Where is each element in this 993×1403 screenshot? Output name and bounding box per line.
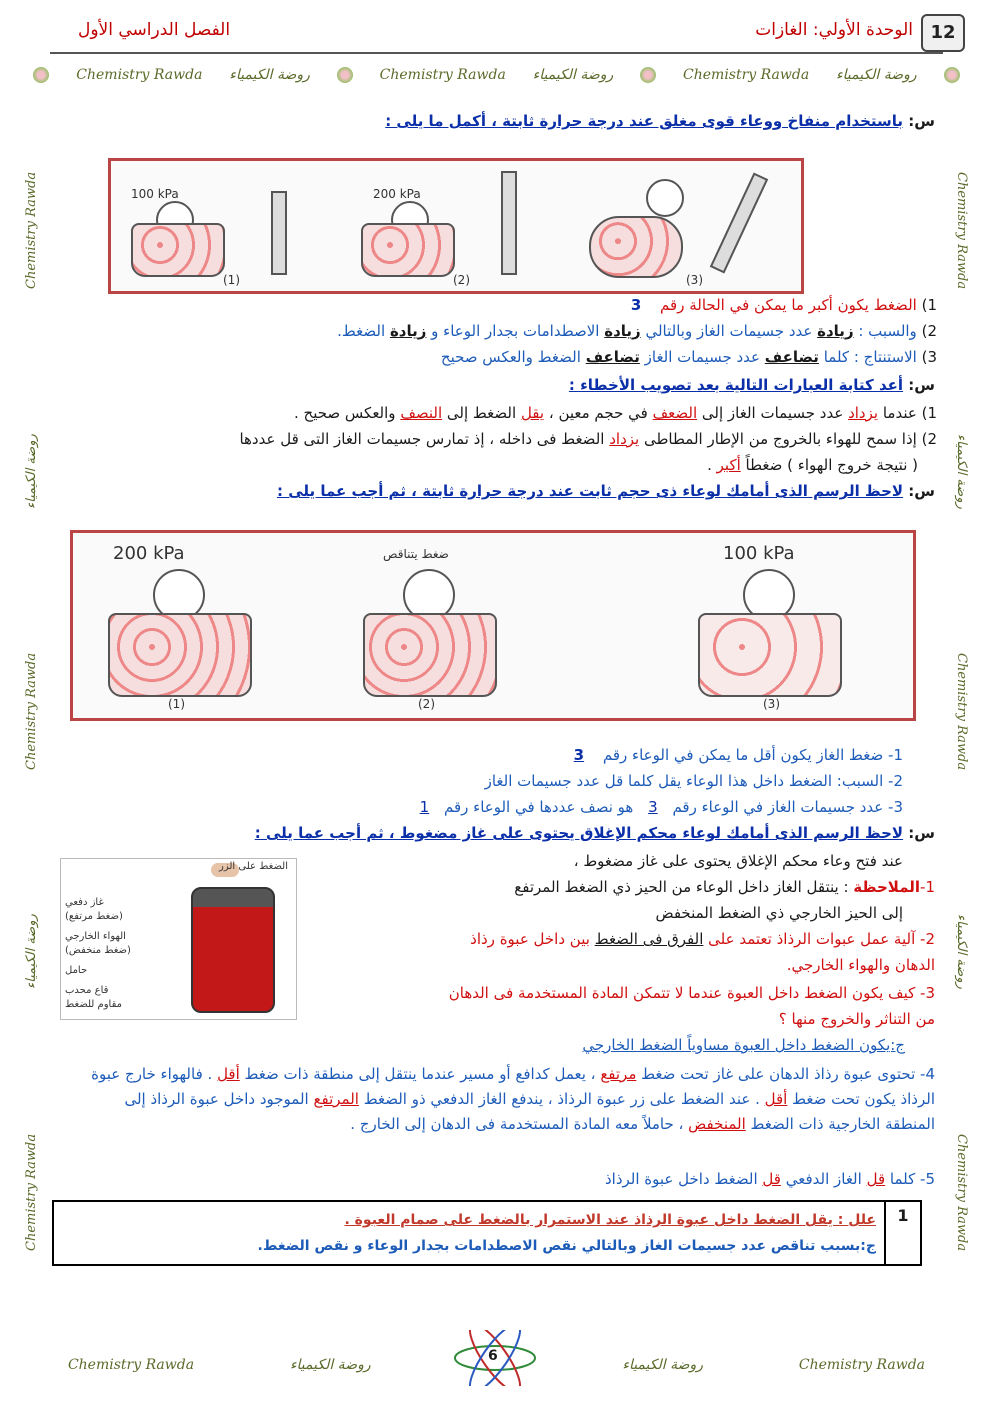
reasoning-number: 1: [885, 1201, 921, 1265]
q1-item-2: [337, 322, 937, 340]
item-text: كيف يكون الضغط داخل العبوة عندما لا تتمكن المادة المستخدمة فى الدهان: [448, 984, 916, 1002]
label-outside-air: الهواء الخارجي: [65, 931, 126, 942]
q1-item-1: [631, 296, 937, 314]
item-text: تحتوى عبوة رذاذ الدهان على غاز تحت ضغط: [641, 1065, 916, 1083]
frame-brand-en: Chemistry Rawda: [76, 67, 203, 83]
item-label: الملاحظة: [853, 878, 921, 896]
gauge-icon: [646, 179, 684, 217]
item-answer: زيادة: [389, 322, 427, 340]
q3-caption-2: (2): [418, 697, 435, 711]
item-text: في حجم معين ،: [548, 404, 648, 422]
q4-item-1-cont: إلى الحيز الخارجي ذي الضغط المنخفض: [655, 904, 903, 922]
item-answer: أكبر: [716, 456, 741, 474]
item-number: 2): [921, 430, 937, 448]
q3-caption-100kpa: 100 kPa: [723, 543, 795, 564]
frame-brand-en: Chemistry Rawda: [954, 1133, 969, 1251]
item-answer: زيادة: [604, 322, 641, 340]
q3-caption-1: (1): [168, 697, 185, 711]
item-text: ( نتيجة خروج الهواء ) ضغطاً: [745, 456, 918, 474]
q4-item-5: [605, 1170, 935, 1188]
q3-container-figure: [70, 530, 916, 721]
q1-caption-2: (2): [453, 273, 470, 287]
aerosol-can-body: [191, 887, 275, 1013]
item-answer: أقل: [217, 1065, 240, 1083]
item-answer: النصف: [400, 404, 443, 422]
item-text: . عند الضغط على زر عبوة الرذاذ ، يندفع الغاز الدفعي ذو: [411, 1090, 760, 1108]
item-answer: قل: [762, 1170, 781, 1188]
item-answer: يقل: [520, 404, 545, 422]
q2-title: أعد كتابة العبارات التالية بعد تصويب الأخطاء :: [568, 376, 904, 394]
q1-caption-100kpa: 100 kPa: [131, 187, 179, 201]
q1-prefix: س:: [908, 112, 935, 130]
item-answer: 1: [419, 798, 430, 816]
q4-item-3-cont: من التناثر والخروج منها ؟: [778, 1010, 935, 1028]
item-text: الغاز الدفعي: [785, 1170, 862, 1188]
q1-caption-1: (1): [223, 273, 240, 287]
frame-brand-en: Chemistry Rawda: [954, 172, 969, 290]
term-title: الفصل الدراسي الأول: [78, 20, 231, 40]
item-text: كلما: [889, 1170, 916, 1188]
q4-item-1: [514, 878, 935, 896]
item-answer: الضعف: [652, 404, 698, 422]
frame-brand-en: Chemistry Rawda: [24, 652, 39, 771]
q1-caption-3: (3): [686, 273, 703, 287]
item-text: والسبب :: [858, 322, 917, 340]
item-text: عدد جسيمات الغاز وبالتالي: [645, 322, 813, 340]
frame-right-border: [947, 100, 969, 1323]
item-text: إذا سمح للهواء بالخروج من الإطار المطاطى: [643, 430, 917, 448]
frame-brand-ar: روضة الكيمياء: [289, 1357, 371, 1373]
label-pressure-resistant: مقاوم للضغط: [65, 999, 123, 1010]
item-text: عدد جسيمات الغاز في الوعاء رقم: [672, 798, 884, 816]
item-text: والعكس صحيح .: [293, 404, 396, 422]
gas-container-3: [589, 216, 683, 278]
gas-container-1: [131, 223, 225, 277]
flower-icon: [33, 67, 49, 83]
q3-item-2: [485, 772, 903, 790]
item-answer: تضاعف: [764, 348, 819, 366]
label-high-pressure: (ضغط مرتفع): [65, 911, 123, 922]
gas-container-1: [108, 613, 252, 697]
q3-title: لاحظ الرسم الذى أمامك لوعاء ذى حجم ثابت عند درجة حرارة ثابتة ، ثم أجب عما يلى :: [276, 482, 904, 500]
item-text: الضغط يكون أكبر ما يمكن في الحالة رقم: [660, 296, 917, 314]
item-text: السبب: الضغط داخل هذا الوعاء يقل كلما قل عدد جسيمات الغاز: [484, 772, 884, 790]
page-badge: 12: [921, 14, 965, 52]
item-answer: 3: [573, 746, 585, 764]
gas-container-3: [698, 613, 842, 697]
item-answer: المنخفض: [688, 1115, 746, 1133]
item-number: 2-: [888, 772, 903, 790]
label-convex-bottom: قاع محدب: [65, 985, 109, 996]
q4-intro: عند فتح وعاء محكم الإغلاق يحتوى على غاز مضغوط ،: [573, 852, 903, 870]
q4-item-4: [75, 1062, 935, 1137]
item-number: 1-: [888, 746, 903, 764]
frame-brand-ar: روضة الكيمياء: [24, 914, 39, 990]
item-text: ، يعمل كدافع أو مسير عندما ينتقل إلى منطقة ذات ضغط: [244, 1065, 596, 1083]
item-text: عندما: [882, 404, 917, 422]
q3-prefix: س:: [908, 482, 935, 500]
atom-logo: [450, 1330, 540, 1386]
item-text: الضغط إلى: [446, 404, 517, 422]
item-number: 5-: [920, 1170, 935, 1188]
q1-title: باستخدام منفاخ ووعاء قوى مغلق عند درجة حرارة ثابتة ، أكمل ما يلى :: [385, 112, 904, 130]
item-number: 2): [921, 322, 937, 340]
frame-brand-en: Chemistry Rawda: [24, 172, 39, 290]
item-text: بين داخل عبوة رذاذ: [470, 930, 590, 948]
item-number: 1): [921, 296, 937, 314]
q3-item-1: [574, 746, 903, 764]
reasoning-answer: ج:بسبب تناقص عدد جسيمات الغاز وبالتالي نقص الاصطدامات بجدار الوعاء و نقص الضغط.: [257, 1238, 876, 1254]
item-text: الضغط.: [337, 322, 386, 340]
item-text: : ينتقل الغاز داخل الوعاء من الحيز ذي الضغط المرتفع: [514, 878, 849, 896]
item-text: الضغط داخل عبوة الرذاذ: [604, 1170, 758, 1188]
item-answer: زيادة: [817, 322, 854, 340]
q1-pump-figure: [108, 158, 804, 294]
pump-icon: [271, 191, 287, 275]
q4-prefix: س:: [908, 824, 935, 842]
item-text: الموجود داخل عبوة الرذاذ إلى المنطقة الخارجية ذات الضغط: [124, 1090, 935, 1133]
flower-icon: [944, 67, 960, 83]
item-text: الاستنتاج :: [853, 348, 917, 366]
flower-icon: [640, 67, 656, 83]
frame-brand-ar: روضة الكيمياء: [954, 914, 969, 990]
frame-brand-ar: روضة الكيمياء: [532, 67, 614, 83]
gas-container-2: [361, 223, 455, 277]
item-answer: يزداد: [609, 430, 640, 448]
item-answer: الفرق فى الضغط: [594, 930, 704, 948]
q2-prefix: س:: [908, 376, 935, 394]
item-answer: أقل: [764, 1090, 788, 1108]
q4-item-2: [470, 930, 935, 948]
q3-caption-200kpa: 200 kPa: [113, 543, 185, 564]
frame-brand-ar: روضة الكيمياء: [24, 433, 39, 509]
q3-heading: [277, 482, 935, 500]
frame-brand-en: Chemistry Rawda: [67, 1357, 195, 1373]
item-number: 3-: [888, 798, 903, 816]
q1-item-3: [441, 348, 937, 366]
frame-brand-ar: روضة الكيمياء: [954, 433, 969, 509]
item-text: ، حاملاً معه المادة: [573, 1115, 684, 1133]
item-answer: قل: [866, 1170, 886, 1188]
reasoning-box: [52, 1200, 922, 1266]
reasoning-content: [53, 1201, 885, 1265]
label-low-pressure: (ضغط منخفض): [65, 945, 131, 956]
item-text: .: [707, 456, 712, 474]
frame-brand-ar: روضة الكيمياء: [622, 1357, 704, 1373]
item-text: . فالهواء خارج عبوة الرذاذ يكون تحت ضغط: [91, 1065, 935, 1108]
item-number: 2-: [920, 930, 935, 948]
item-text: عدد جسيمات الغاز: [644, 348, 760, 366]
item-number: 4-: [920, 1065, 935, 1083]
item-answer: 3: [630, 296, 642, 314]
item-text: الاصطدامات بجدار الوعاء و: [431, 322, 600, 340]
label-holder: حامل: [65, 965, 88, 976]
item-text: كلما: [823, 348, 850, 366]
item-text: المستخدمة فى الدهان إلى الخارج .: [350, 1115, 569, 1133]
item-text: هو نصف عددها في الوعاء رقم: [444, 798, 634, 816]
q2-heading: [569, 376, 935, 394]
frame-brand-en: Chemistry Rawda: [379, 67, 506, 83]
frame-brand-en: Chemistry Rawda: [683, 67, 810, 83]
q2-item-2-cont: [707, 456, 918, 474]
item-text: الضغط فى داخله ، إذ تمارس جسيمات الغاز التى قل عددها: [239, 430, 605, 448]
reasoning-question: علل : يقل الضغط داخل عبوة الرذاذ عند الاستمرار بالضغط على صمام العبوة .: [344, 1212, 876, 1228]
unit-title: الوحدة الأولي: الغازات: [755, 20, 913, 40]
aerosol-can-figure: [60, 858, 297, 1020]
q1-heading: [235, 112, 935, 130]
label-propellant: غاز دفعي: [65, 897, 104, 908]
frame-brand-ar: روضة الكيمياء: [836, 67, 917, 83]
header-divider: [50, 52, 943, 54]
item-answer: 3: [648, 798, 658, 816]
q4-item-2-cont: الدهان والهواء الخارجي.: [786, 956, 935, 974]
q1-caption-200kpa: 200 kPa: [373, 187, 421, 201]
pump-icon: [710, 172, 768, 273]
q4-heading: [255, 824, 935, 842]
label-button-press: الضغط على الزر: [219, 861, 288, 872]
item-number: 3): [921, 348, 937, 366]
gas-container-2: [363, 613, 497, 697]
q3-caption-3: (3): [763, 697, 780, 711]
flower-icon: [337, 67, 353, 83]
frame-brand-ar: روضة الكيمياء: [229, 67, 310, 83]
item-answer: تضاعف: [585, 348, 640, 366]
q2-item-2: [239, 430, 937, 448]
frame-left-border: [24, 100, 46, 1323]
item-number: 3-: [920, 984, 935, 1002]
q4-item-3: [449, 984, 935, 1002]
item-answer: المرتفع: [313, 1090, 359, 1108]
q3-caption-decreasing: ضغط يتناقص: [383, 547, 449, 561]
q4-item-3-answer: ج:يكون الضغط داخل العبوة مساوياً الضغط الخارجي: [582, 1036, 905, 1054]
frame-brand-en: Chemistry Rawda: [24, 1133, 39, 1251]
item-answer: مرتفع: [600, 1065, 637, 1083]
page-number: 6: [488, 1348, 498, 1364]
q3-item-3: [410, 798, 903, 816]
frame-brand-en: Chemistry Rawda: [798, 1357, 926, 1373]
item-text: الضغط والعكس صحيح: [440, 348, 581, 366]
item-text: الضغط: [363, 1090, 407, 1108]
item-number: 1-: [920, 878, 935, 896]
item-text: عدد جسيمات الغاز إلى: [701, 404, 844, 422]
item-text: آلية عمل عبوات الرذاذ تعتمد على: [708, 930, 916, 948]
item-text: ضغط الغاز يكون أقل ما يمكن في الوعاء رقم: [602, 746, 884, 764]
item-number: 1): [921, 404, 937, 422]
pump-icon: [501, 171, 517, 275]
frame-top-border: [20, 62, 973, 88]
frame-brand-en: Chemistry Rawda: [954, 652, 969, 771]
item-answer: يزداد: [848, 404, 879, 422]
q4-title: لاحظ الرسم الذى أمامك لوعاء محكم الإغلاق يحتوى على غاز مضغوط ، ثم أجب عما يلى :: [254, 824, 904, 842]
q2-item-1: [294, 404, 937, 422]
